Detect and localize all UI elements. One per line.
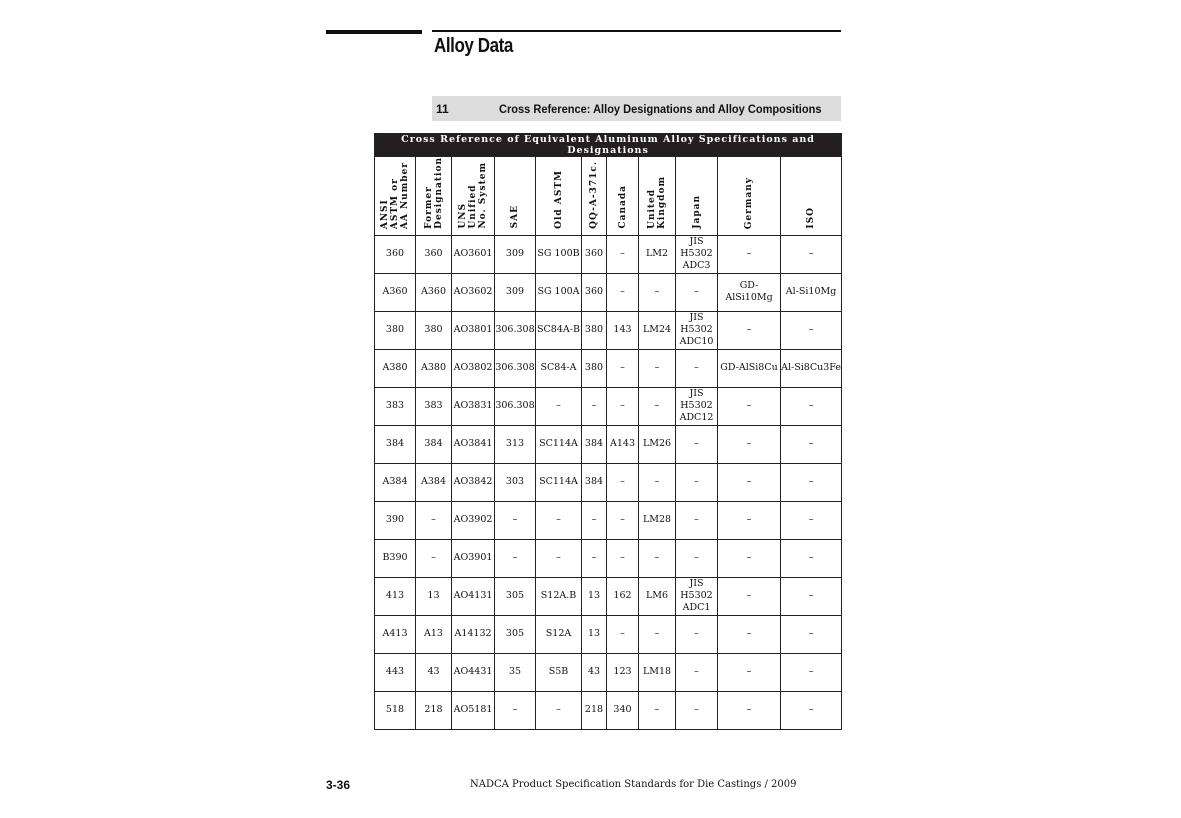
table-cell: –	[495, 539, 536, 577]
table-cell: –	[781, 539, 842, 577]
table-cell: 218	[582, 691, 607, 729]
table-cell: 306.308	[495, 311, 536, 349]
table-cell: 340	[607, 691, 639, 729]
table-cell: –	[781, 463, 842, 501]
table-cell: 390	[375, 501, 416, 539]
table-cell: S12A.B	[536, 577, 582, 615]
table-cell: SC84-A	[536, 349, 582, 387]
column-header	[536, 157, 582, 236]
table-cell: –	[676, 539, 718, 577]
table-cell: 313	[495, 425, 536, 463]
table-cell: 306.308	[495, 387, 536, 425]
table-cell: –	[781, 691, 842, 729]
header-rule-thin	[432, 30, 841, 32]
column-header	[676, 157, 718, 236]
footer-page-number: 3-36	[326, 778, 351, 792]
column-header	[495, 157, 536, 236]
table-cell: 309	[495, 273, 536, 311]
table-cell: A13	[416, 615, 452, 653]
table-cell: 43	[582, 653, 607, 691]
table-cell: AO3601	[452, 235, 495, 273]
table-cell: –	[781, 235, 842, 273]
table-cell: AO3842	[452, 463, 495, 501]
table-cell: AO3602	[452, 273, 495, 311]
table-cell: –	[781, 387, 842, 425]
table-cell: SG 100A	[536, 273, 582, 311]
table-cell: GD-AlSi8Cu	[718, 349, 781, 387]
table-cell: 380	[582, 349, 607, 387]
table-cell: AO4431	[452, 653, 495, 691]
table-cell: –	[607, 387, 639, 425]
table-cell: GD-AlSi10Mg	[718, 273, 781, 311]
table-cell: –	[676, 463, 718, 501]
table-cell: A380	[416, 349, 452, 387]
table-cell: Al-Si8Cu3Fe	[781, 349, 842, 387]
table-caption: Cross Reference of Equivalent Aluminum Alloy Specifications and Designations	[375, 134, 842, 157]
table-cell: 218	[416, 691, 452, 729]
table-cell: LM6	[639, 577, 676, 615]
table-row	[375, 501, 842, 539]
table-cell: –	[607, 349, 639, 387]
table-cell: 443	[375, 653, 416, 691]
table-cell: –	[718, 311, 781, 349]
table-cell: –	[781, 311, 842, 349]
table-cell: 13	[582, 615, 607, 653]
table-cell: –	[582, 539, 607, 577]
table-cell: –	[718, 653, 781, 691]
column-header-label: ANSI ASTM or AA Number	[380, 161, 410, 229]
table-cell: 123	[607, 653, 639, 691]
table-cell: AO4131	[452, 577, 495, 615]
table-cell: 380	[582, 311, 607, 349]
table-cell: A360	[416, 273, 452, 311]
table-cell: –	[676, 501, 718, 539]
table-cell: –	[676, 653, 718, 691]
table-cell: –	[639, 387, 676, 425]
table-cell: 305	[495, 577, 536, 615]
table-cell: 143	[607, 311, 639, 349]
table-cell: –	[781, 577, 842, 615]
table-row	[375, 463, 842, 501]
table-cell: –	[639, 463, 676, 501]
table-cell: –	[718, 577, 781, 615]
column-header	[452, 157, 495, 236]
table-cell: 13	[416, 577, 452, 615]
table-cell: LM26	[639, 425, 676, 463]
table-cell: –	[639, 273, 676, 311]
table-row	[375, 273, 842, 311]
table-cell: 360	[375, 235, 416, 273]
table-cell: 383	[375, 387, 416, 425]
table-cell: 35	[495, 653, 536, 691]
table-row	[375, 615, 842, 653]
table-cell: –	[718, 691, 781, 729]
table-cell: –	[536, 501, 582, 539]
table-cell: A413	[375, 615, 416, 653]
table-cell: Al-Si10Mg	[781, 273, 842, 311]
table-cell: –	[639, 349, 676, 387]
table-cell: –	[676, 349, 718, 387]
cross-reference-table	[374, 133, 842, 730]
table-cell: LM2	[639, 235, 676, 273]
table-cell: LM28	[639, 501, 676, 539]
table-cell: 162	[607, 577, 639, 615]
column-header-label: Japan	[691, 195, 702, 229]
table-cell: 380	[416, 311, 452, 349]
table-header-row	[375, 157, 842, 236]
table-cell: A360	[375, 273, 416, 311]
table-row	[375, 691, 842, 729]
table-cell: –	[718, 615, 781, 653]
page-title: Alloy Data	[434, 35, 513, 57]
table-cell: AO3802	[452, 349, 495, 387]
table-cell: SC84A-B	[536, 311, 582, 349]
table-cell: 360	[582, 273, 607, 311]
table-cell: –	[718, 425, 781, 463]
table-cell: –	[781, 653, 842, 691]
table-cell: –	[582, 387, 607, 425]
table-cell: 360	[582, 235, 607, 273]
table-cell: 305	[495, 615, 536, 653]
table-cell: 384	[582, 425, 607, 463]
table-cell: –	[495, 501, 536, 539]
table-cell: 13	[582, 577, 607, 615]
table-cell: –	[639, 691, 676, 729]
column-header	[781, 157, 842, 236]
table-cell: 303	[495, 463, 536, 501]
table-cell: –	[536, 691, 582, 729]
header-rule-thick	[326, 30, 422, 34]
table-cell: A143	[607, 425, 639, 463]
table-cell: B390	[375, 539, 416, 577]
table-cell: –	[416, 539, 452, 577]
column-header-label: United Kingdom	[647, 175, 667, 229]
column-header-label: UNS Unified No. System	[458, 162, 488, 229]
table-cell: JIS H5302 ADC12	[676, 387, 718, 425]
table-cell: 383	[416, 387, 452, 425]
table-cell: –	[639, 539, 676, 577]
table-row	[375, 425, 842, 463]
table-cell: A384	[416, 463, 452, 501]
table-cell: 43	[416, 653, 452, 691]
table-row	[375, 235, 842, 273]
column-header	[607, 157, 639, 236]
table-cell: –	[416, 501, 452, 539]
table-cell: 380	[375, 311, 416, 349]
column-header	[416, 157, 452, 236]
table-cell: AO3902	[452, 501, 495, 539]
column-header	[718, 157, 781, 236]
table-cell: –	[495, 691, 536, 729]
table-cell: AO3801	[452, 311, 495, 349]
table-cell: 384	[582, 463, 607, 501]
table-cell: A380	[375, 349, 416, 387]
column-header	[375, 157, 416, 236]
table-cell: –	[676, 615, 718, 653]
column-header-label: SAE	[510, 205, 520, 229]
table-row	[375, 387, 842, 425]
table-cell: –	[718, 463, 781, 501]
column-header	[639, 157, 676, 236]
table-cell: –	[676, 425, 718, 463]
table-cell: JIS H5302 ADC3	[676, 235, 718, 273]
table-row	[375, 349, 842, 387]
section-number: 11	[436, 102, 449, 116]
table-cell: 306.308	[495, 349, 536, 387]
table-cell: –	[582, 501, 607, 539]
table-cell: –	[676, 691, 718, 729]
table-cell: –	[607, 501, 639, 539]
table-cell: SC114A	[536, 463, 582, 501]
column-header-label: Former Designation	[423, 157, 444, 229]
column-header-label: ISO	[806, 207, 817, 229]
table-cell: AO3841	[452, 425, 495, 463]
table-cell: 518	[375, 691, 416, 729]
footer-text: NADCA Product Specification Standards for Die Castings / 2009	[470, 779, 797, 790]
table-cell: JIS H5302 ADC1	[676, 577, 718, 615]
table-row	[375, 539, 842, 577]
table-cell: –	[607, 463, 639, 501]
table-cell: S5B	[536, 653, 582, 691]
table-cell: –	[781, 425, 842, 463]
table-row	[375, 577, 842, 615]
table-cell: –	[607, 235, 639, 273]
table-cell: –	[781, 501, 842, 539]
column-header-label: Germany	[744, 176, 754, 229]
table-cell: –	[536, 387, 582, 425]
table-cell: A14132	[452, 615, 495, 653]
table-cell: –	[781, 615, 842, 653]
table-cell: –	[718, 539, 781, 577]
table-cell: –	[536, 539, 582, 577]
column-header-label: Old ASTM	[553, 169, 564, 229]
table-row	[375, 311, 842, 349]
column-header	[582, 157, 607, 236]
table-cell: –	[607, 273, 639, 311]
table-cell: 309	[495, 235, 536, 273]
table-cell: S12A	[536, 615, 582, 653]
table-cell: AO3901	[452, 539, 495, 577]
table-row	[375, 653, 842, 691]
table-cell: –	[607, 615, 639, 653]
table-cell: SG 100B	[536, 235, 582, 273]
table-cell: LM24	[639, 311, 676, 349]
table-cell: LM18	[639, 653, 676, 691]
table-cell: AO3831	[452, 387, 495, 425]
column-header-label: Canada	[617, 185, 628, 229]
table-cell: 384	[416, 425, 452, 463]
table-cell: –	[676, 273, 718, 311]
table-cell: –	[718, 387, 781, 425]
table-cell: –	[718, 235, 781, 273]
table-cell: –	[607, 539, 639, 577]
table-body	[375, 235, 842, 729]
table-cell: AO5181	[452, 691, 495, 729]
table-cell: –	[718, 501, 781, 539]
table-cell: 413	[375, 577, 416, 615]
table-cell: 384	[375, 425, 416, 463]
column-header-label: QQ-A-371c.	[589, 160, 599, 229]
table-cell: 360	[416, 235, 452, 273]
section-heading	[432, 96, 841, 121]
table-cell: JIS H5302 ADC10	[676, 311, 718, 349]
table-cell: –	[639, 615, 676, 653]
table-cell: SC114A	[536, 425, 582, 463]
section-title: Cross Reference: Alloy Designations and Alloy Compositions	[499, 102, 822, 116]
table-cell: A384	[375, 463, 416, 501]
